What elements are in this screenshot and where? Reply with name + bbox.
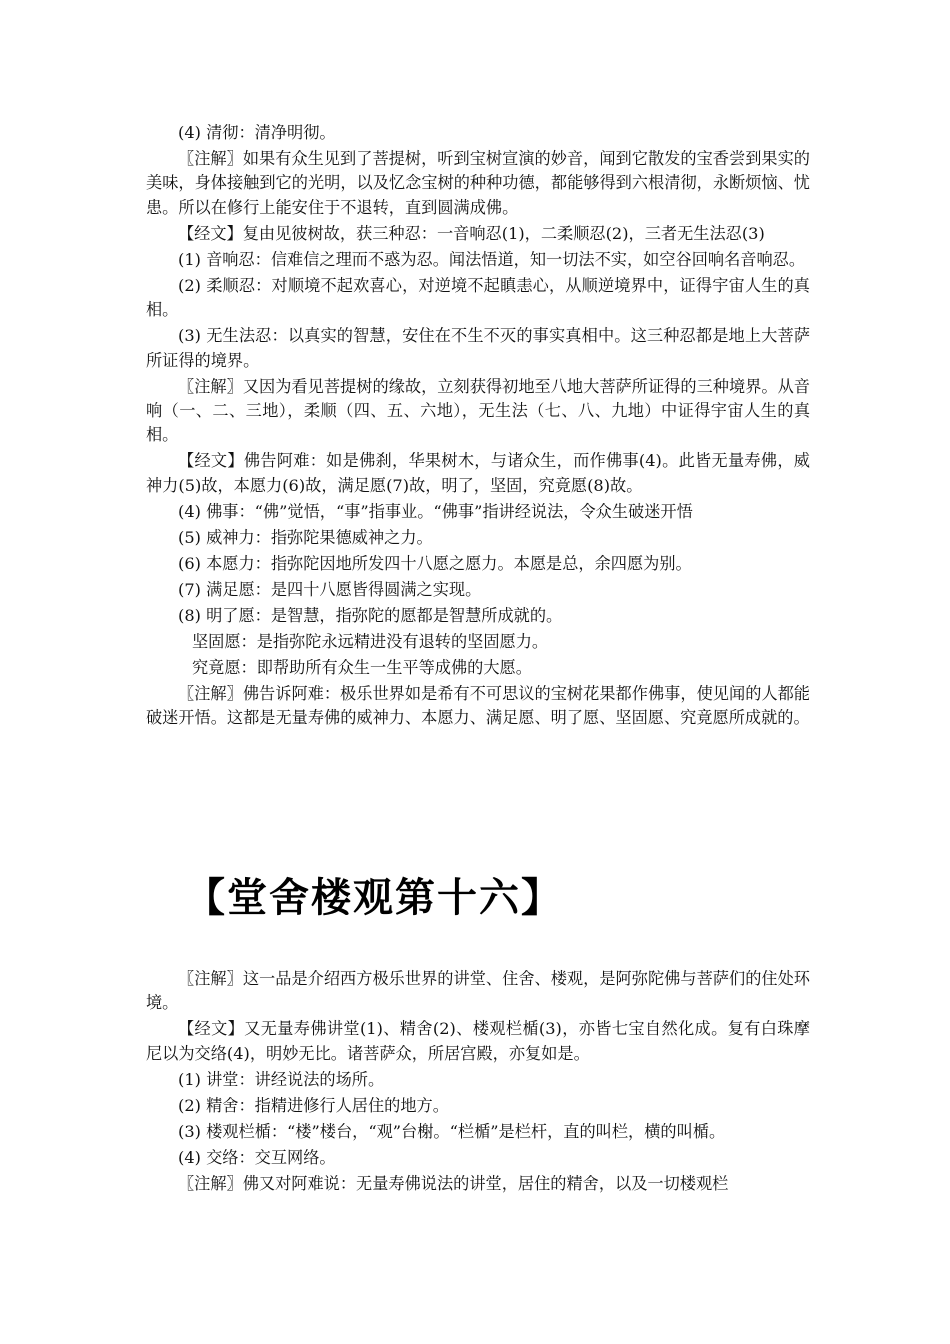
commentary-paragraph: 〖注解〗如果有众生见到了菩提树，听到宝树宣演的妙音，闻到它散发的宝香尝到果实的美味，身体接触到它的光明，以及忆念宝树的种种功德，都能够得到六根清彻，永断烦恼、忧患。所以在修行上能安住于不退转，直到圆满成佛。 [146, 149, 810, 217]
footnote-jiangu: 坚固愿：是指弥陀永远精进没有退转的坚固愿力。 [192, 631, 549, 651]
footnote-3-louguan: (3) 楼观栏楯：“楼”楼台，“观”台榭。“栏楯”是栏杆，直的叫栏，横的叫楯。 [178, 1121, 726, 1141]
scripture-paragraph: 【经文】佛告阿难：如是佛刹，华果树木，与诸众生，而作佛事(4)。此皆无量寿佛，威神力(5)故，本愿力(6)故，满足愿(7)故，明了，坚固，究竟愿(8)故。 [146, 451, 810, 495]
commentary-paragraph: 〖注解〗佛告诉阿难：极乐世界如是希有不可思议的宝树花果都作佛事，使见闻的人都能破迷开悟。这都是无量寿佛的威神力、本愿力、满足愿、明了愿、坚固愿、究竟愿所成就的。 [146, 683, 810, 728]
scripture-paragraph: 【经文】复由见彼树故，获三种忍：一音响忍(1)，二柔顺忍(2)，三者无生法忍(3) [178, 223, 765, 243]
footnote-2-jingshe: (2) 精舍：指精进修行人居住的地方。 [178, 1095, 449, 1115]
text-block-bottom [146, 967, 810, 1198]
footnote-2-roushun: (2) 柔顺忍：对顺境不起欢喜心，对逆境不起瞋恚心，从顺逆境界中，证得宇宙人生的真相。 [146, 275, 810, 320]
commentary-paragraph: 〖注解〗又因为看见菩提树的缘故，立刻获得初地至八地大菩萨所证得的三种境界。从音响（一、二、三地），柔顺（四、五、六地），无生法（七、八、九地）中证得宇宙人生的真相。 [146, 376, 810, 445]
footnote-4-jiaoluo: (4) 交络：交互网络。 [178, 1147, 336, 1167]
footnote-1-jiangtang: (1) 讲堂：讲经说法的场所。 [178, 1069, 385, 1089]
commentary-paragraph: 〖注解〗佛又对阿难说：无量寿佛说法的讲堂，居住的精舍，以及一切楼观栏 [178, 1173, 729, 1193]
commentary-paragraph: 〖注解〗这一品是介绍西方极乐世界的讲堂、住舍、楼观，是阿弥陀佛与菩萨们的住处环境。 [146, 969, 810, 1013]
scripture-paragraph: 【经文】又无量寿佛讲堂(1)、精舍(2)、楼观栏楯(3)，亦皆七宝自然化成。复有白珠摩尼以为交络(4)，明妙无比。诸菩萨众，所居宫殿，亦复如是。 [146, 1019, 810, 1063]
footnote-6-benyuan: (6) 本愿力：指弥陀因地所发四十八愿之愿力。本愿是总，余四愿为别。 [178, 553, 692, 573]
footnote-3-wusheng: (3) 无生法忍：以真实的智慧，安住在不生不灭的事实真相中。这三种忍都是地上大菩萨所证得的境界。 [146, 326, 810, 370]
footnote-4-foshi: (4) 佛事：“佛”觉悟，“事”指事业。“佛事”指讲经说法，令众生破迷开悟 [178, 501, 693, 521]
text-block-top [146, 121, 810, 732]
footnote-7-manzu: (7) 满足愿：是四十八愿皆得圆满之实现。 [178, 579, 482, 599]
footnote-5-weishen: (5) 威神力：指弥陀果德威神之力。 [178, 527, 433, 547]
footnote-jiujing: 究竟愿：即帮助所有众生一生平等成佛的大愿。 [192, 657, 532, 677]
footnote-1-yinxiang: (1) 音响忍：信难信之理而不惑为忍。闻法悟道，知一切法不实，如空谷回响名音响忍。 [178, 249, 806, 269]
footnote-8-mingliao: (8) 明了愿：是智慧，指弥陀的愿都是智慧所成就的。 [178, 605, 563, 625]
footnote-4-qingche: (4) 清彻：清净明彻。 [178, 123, 336, 142]
section-title: 【堂舍楼观第十六】 [185, 874, 563, 921]
